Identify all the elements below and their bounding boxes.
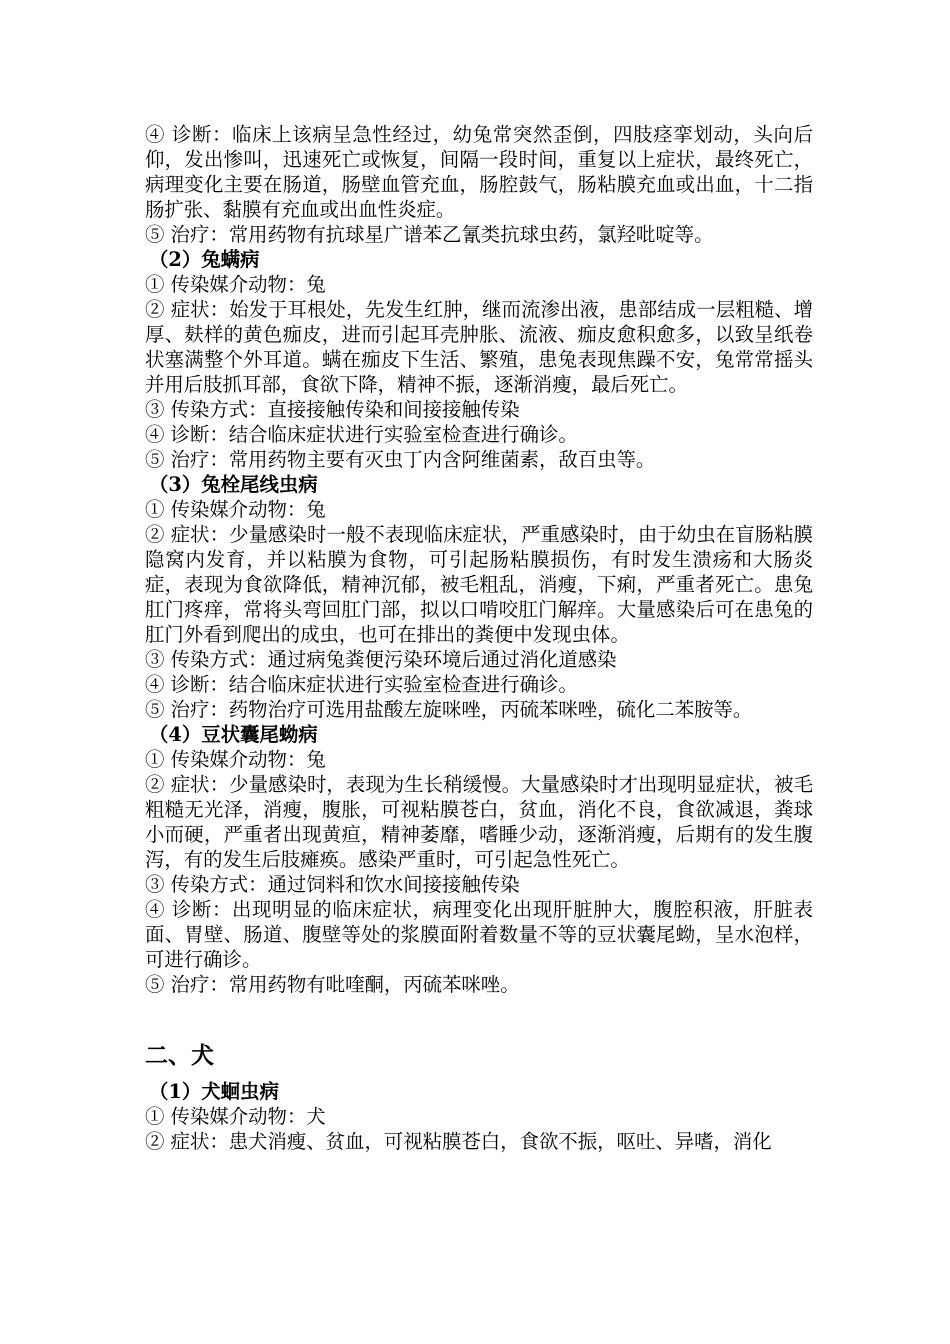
- vector-paragraph: ① 传染媒介动物：兔: [145, 498, 326, 521]
- vector-paragraph: ① 传染媒介动物：兔: [145, 748, 326, 771]
- pinworm-heading: （3）兔栓尾线虫病: [149, 473, 318, 496]
- treatment-paragraph: ⑤ 治疗：常用药物有吡喹酮，丙硫苯咪唑。: [145, 973, 520, 996]
- treatment-paragraph: ⑤ 治疗：常用药物主要有灭虫丁内含阿维菌素，敌百虫等。: [145, 448, 656, 471]
- treatment-paragraph: ⑤ 治疗：常用药物有抗球星广谱苯乙氰类抗球虫药，氯羟吡啶等。: [145, 223, 714, 246]
- transmission-paragraph: ③ 传染方式：通过病兔粪便污染环境后通过消化道感染: [145, 648, 617, 671]
- symptom-paragraph: ② 症状：患犬消瘦、贫血，可视粘膜苍白，食欲不振，呕吐、异嗜，消化: [145, 1130, 772, 1153]
- rabbit-mite-heading: （2）兔螨病: [149, 248, 260, 271]
- diagnosis-paragraph: ④ 诊断：结合临床症状进行实验室检查进行确诊。: [145, 423, 578, 446]
- dog-section-heading: 二、犬: [145, 1042, 214, 1069]
- diagnosis-paragraph: ④ 诊断：出现明显的临床症状，病理变化出现肝脏肿大，腹腔积液，肝脏表面、胃壁、肠道、腹壁等处的浆膜面附着数量不等的豆状囊尾蚴，呈水泡样，可进行确诊。: [145, 898, 813, 971]
- symptom-paragraph: ② 症状：少量感染时，表现为生长稍缓慢。大量感染时才出现明显症状，被毛粗糙无光泽，消瘦，腹胀，可视粘膜苍白，贫血，消化不良，食欲减退，粪球小而硬，严重者出现黄疸，精神萎靡，嗜睡少动，逐渐消瘦，后期有的发生腹泻，有的发生后肢瘫痪。感染严重时，可引起急性死亡。: [145, 773, 813, 871]
- diagnosis-paragraph: ④ 诊断：结合临床症状进行实验室检查进行确诊。: [145, 673, 578, 696]
- heading-spacer: [145, 1071, 813, 1079]
- vector-paragraph: ① 传染媒介动物：犬: [145, 1105, 326, 1128]
- roundworm-heading: （1）犬蛔虫病: [149, 1080, 279, 1103]
- vector-paragraph: ① 传染媒介动物：兔: [145, 273, 326, 296]
- symptom-paragraph: ② 症状：少量感染时一般不表现临床症状，严重感染时，由于幼虫在盲肠粘膜隐窝内发育，并以粘膜为食物，可引起肠粘膜损伤，有时发生溃疡和大肠炎症，表现为食欲降低，精神沉郁，被毛粗乱，消瘦，下痢，严重者死亡。患兔肛门疼痒，常将头弯回肛门部，拟以口啃咬肛门解痒。大量感染后可在患兔的肛门外看到爬出的成虫，也可在排出的粪便中发现虫体。: [145, 523, 813, 646]
- transmission-paragraph: ③ 传染方式：直接接触传染和间接接触传染: [145, 398, 520, 421]
- section-spacer: [145, 997, 813, 1041]
- symptom-paragraph: ② 症状：始发于耳根处，先发生红肿，继而流渗出液，患部结成一层粗糙、增厚、麸样的黄色痂皮，进而引起耳壳肿胀、流液、痂皮愈积愈多，以致呈纸卷状塞满整个外耳道。螨在痂皮下生活、繁殖，患兔表现焦躁不安，兔常常摇头并用后肢抓耳部，食欲下降，精神不振，逐渐消瘦，最后死亡。: [145, 298, 813, 396]
- cysticercosis-heading: （4）豆状囊尾蚴病: [149, 723, 318, 746]
- diagnosis-paragraph: ④ 诊断：临床上该病呈急性经过，幼兔常突然歪倒，四肢痉挛划动，头向后仰，发出惨叫，迅速死亡或恢复，间隔一段时间，重复以上症状，最终死亡，病理变化主要在肠道，肠壁血管充血，肠腔鼓气，肠粘膜充血或出血，十二指肠扩张、黏膜有充血或出血性炎症。: [145, 123, 813, 221]
- transmission-paragraph: ③ 传染方式：通过饲料和饮水间接接触传染: [145, 873, 520, 896]
- document-page: [145, 122, 813, 1154]
- treatment-paragraph: ⑤ 治疗：药物治疗可选用盐酸左旋咪唑，丙硫苯咪唑，硫化二苯胺等。: [145, 698, 753, 721]
